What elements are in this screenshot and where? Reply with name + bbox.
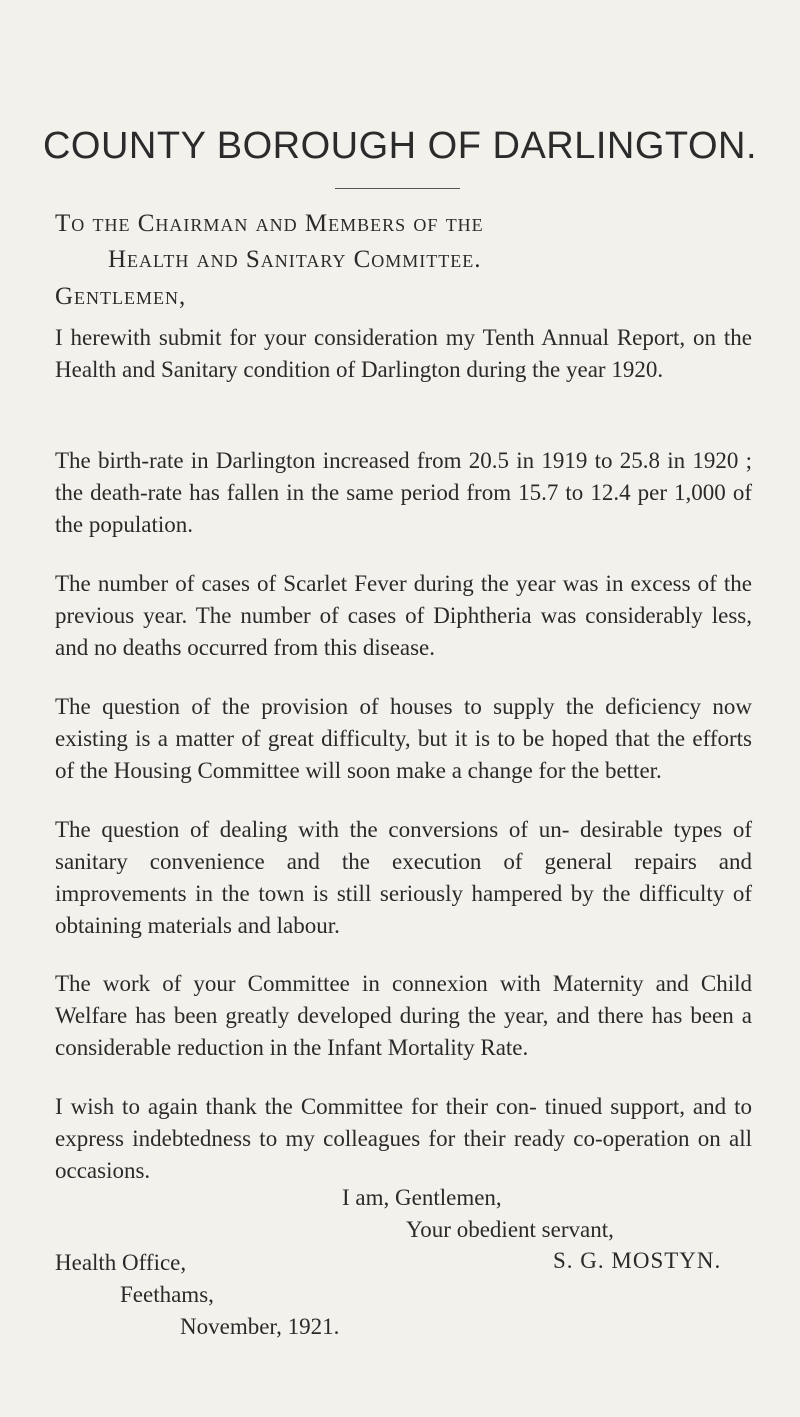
paragraph-5: The question of dealing with the conversions of un- desirable types of sanitary convenience and the execution of general repairs and improvements in the town is still seriously hampered by the difficulty of obtaining materials and labour.: [55, 817, 752, 938]
paragraph-2: The birth-rate in Darlington increased from 20.5 in 1919 to 25.8 in 1920 ; the death-rate has fallen in the same period from 15.7 to 12.4 per 1,000 of the population.: [55, 448, 752, 537]
salutation: Gentlemen,: [55, 283, 187, 310]
office-date: November, 1921.: [180, 1314, 340, 1339]
address-line-2: Health and Sanitary Committee.: [108, 246, 482, 273]
document-title: COUNTY BOROUGH OF DARLINGTON.: [42, 125, 758, 167]
paragraph-6: The work of your Committee in connexion with Maternity and Child Welfare has been greatly developed during the year, and there has been a considerable reduction in the Infant Mortality Rate.: [55, 971, 752, 1060]
office-line-1: Health Office,: [55, 1250, 187, 1275]
signature: S. G. MOSTYN.: [553, 1248, 722, 1273]
address-line-1: To the Chairman and Members of the: [55, 210, 484, 237]
closing-line-1: I am, Gentlemen,: [342, 1185, 502, 1210]
paragraph-3: The number of cases of Scarlet Fever during the year was in excess of the previous year. The number of cases of Diphtheria was considerably less, and no deaths occurred from this disease.: [55, 571, 752, 660]
paragraph-7: I wish to again thank the Committee for their con- tinued support, and to express indebtedness to my colleagues for their ready co-operation on all occasions.: [55, 1094, 752, 1183]
title-divider: [335, 188, 460, 189]
paragraph-1: I herewith submit for your consideration my Tenth Annual Report, on the Health and Sanitary condition of Darlington during the year 1920.: [55, 325, 752, 382]
closing-line-2: Your obedient servant,: [406, 1217, 614, 1242]
paragraph-4: The question of the provision of houses to supply the deficiency now existing is a matter of great difficulty, but it is to be hoped that the efforts of the Housing Committee will soon make a change for the better.: [55, 694, 752, 783]
office-line-2: Feethams,: [120, 1282, 214, 1307]
